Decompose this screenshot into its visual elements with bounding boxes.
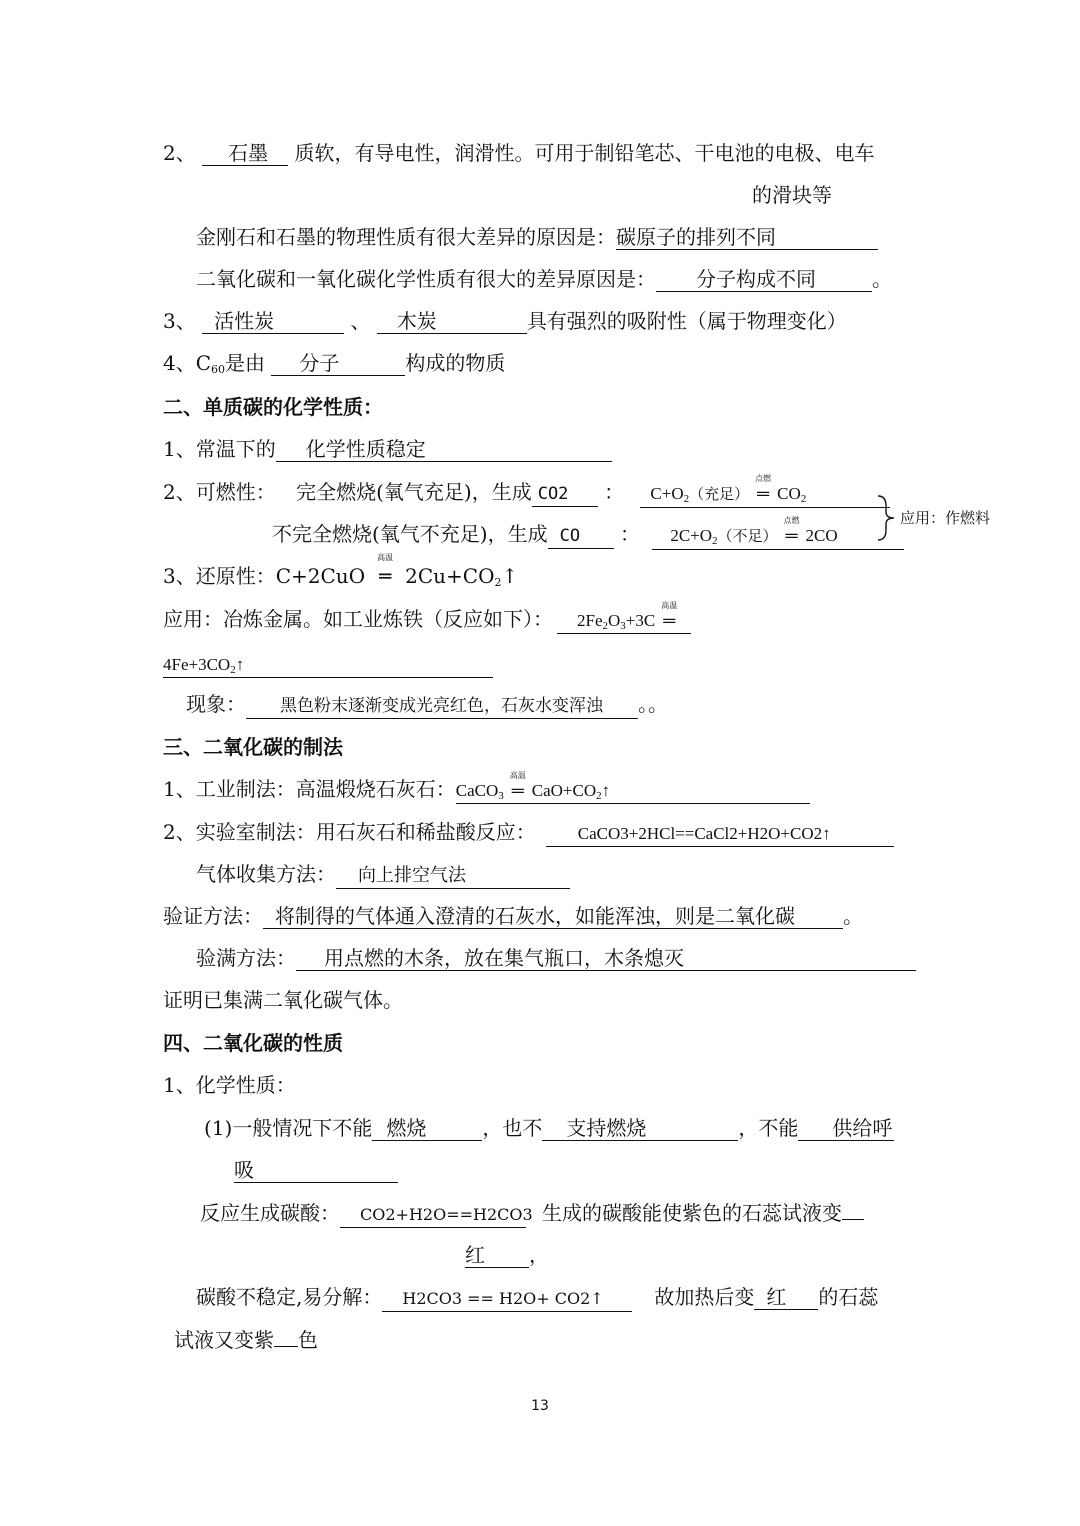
answer-blank-support-combustion: 支持燃烧	[542, 1116, 738, 1141]
question-text: 二氧化碳和一氧化碳化学性质有很大的差异原因是：	[196, 267, 656, 291]
litmus-red: 红 ，	[465, 1243, 549, 1267]
answer-blank-phenomenon: 黑色粉末逐渐变成光亮红色，石灰水变浑浊	[246, 694, 638, 719]
verification-method: 验证方法： 将制得的气体通入澄清的石灰水，如能浑浊，则是二氧化碳 。	[163, 904, 863, 928]
answer-blank-red-2: 红	[754, 1285, 818, 1310]
question-text: 金刚石和石墨的物理性质有很大差异的原因是：	[196, 225, 616, 249]
answer-blank-molecular-structure: 分子构成不同	[656, 267, 872, 292]
answer-blank-stable: 化学性质稳定	[276, 437, 612, 462]
litmus-purple: 试液又变紫 色	[174, 1328, 318, 1352]
equation-complete-combustion: $C+O_2$（充足） 点燃 ═ $CO_2$	[640, 482, 890, 508]
answer-blank-co2: CO2	[532, 482, 598, 507]
answer-blank-co: CO	[548, 524, 614, 549]
page-number: 13	[531, 1398, 549, 1414]
answer-blank-molecule: 分子	[271, 351, 405, 376]
equation-iron-smelting-part2: $4Fe+3CO_2↑$	[163, 648, 493, 678]
graphite-description: 质软，有导电性，润滑性。可用于制铅笔芯、干电池的电极、电车	[294, 141, 875, 165]
diamond-graphite-question	[196, 222, 878, 252]
application-note: 应用：作燃料	[900, 509, 991, 527]
item-1-chemical-properties: 1、化学性质：	[163, 1073, 296, 1097]
carbonic-acid-formation: 反应生成碳酸： CO2+H2O==H2CO3 生成的碳酸能使紫色的石蕊试液变	[200, 1198, 864, 1228]
item-number: 2、	[163, 141, 196, 165]
item-2-graphite	[163, 138, 874, 168]
item-3-adsorption: 3、 活性炭 、 木炭 具有强烈的吸附性（属于物理变化）	[163, 309, 847, 333]
answer-blank-burn: 燃烧	[372, 1116, 482, 1141]
answer-blank-activated-carbon: 活性炭	[202, 309, 344, 334]
combustion-incomplete: 不完全燃烧(氧气不充足)，生成 CO ： $2C+O_2$（不足） 点燃 ═ 2CO	[272, 519, 904, 550]
graphite-description-cont: 的滑块等	[752, 183, 832, 207]
equation-limestone-calcination: CaCO$_3$ 高温 ═ $CaO+CO_2↑$	[456, 779, 810, 804]
equation-iron-smelting-part1: $2Fe_2O_3+3C$ 高温 ═	[557, 609, 691, 634]
property-non-combustible-cont	[234, 1155, 398, 1185]
section-heading-carbon-chemical: 二、单质碳的化学性质：	[163, 395, 383, 419]
answer-blank-atom-arrangement: 碳原子的排列不同	[616, 225, 878, 250]
answer-blank-charcoal: 木炭	[377, 309, 527, 334]
phenomenon: 现象： 黑色粉末逐渐变成光亮红色，石灰水变浑浊 。。	[186, 689, 668, 719]
full-check-method: 验满方法： 用点燃的木条，放在集气瓶口，木条熄灭	[196, 943, 916, 973]
answer-blank-upward-air: 向上排空气法	[336, 864, 570, 889]
answer-blank-graphite: 石墨	[202, 141, 288, 166]
equation-incomplete-combustion: $2C+O_2$（不足） 点燃 ═ 2CO	[652, 524, 904, 550]
answer-blank-full-check: 用点燃的木条，放在集气瓶口，木条熄灭	[296, 946, 916, 971]
section-heading-co2-properties: 四、二氧化碳的性质	[163, 1031, 343, 1055]
answer-blank-respiration-cont: 吸	[234, 1158, 398, 1183]
brace-icon	[876, 494, 898, 542]
item-1-industrial-method: 1、工业制法：高温煅烧石灰石：CaCO$_3$ 高温 ═ $CaO+CO_2↑$	[163, 774, 810, 804]
application-iron-smelting: 应用：冶炼金属。如工业炼铁（反应如下）： $2Fe_2O_3+3C$ 高温 ═	[163, 604, 691, 634]
equation-carbonic-acid: CO2+H2O==H2CO3	[340, 1203, 526, 1228]
answer-blank-respiration: 供给呼	[798, 1116, 894, 1141]
item-3-reducibility: 3、还原性：C+2CuO 高温 ═ $2Cu+CO_2↑$	[163, 553, 519, 589]
item-2-combustion-complete: 2、可燃性： 完全燃烧(氧气充足)，生成 CO2 ： $C+O_2$（充足） 点燃 ═ $CO_2$	[163, 477, 890, 508]
full-check-conclusion: 证明已集满二氧化碳气体。	[163, 988, 403, 1012]
gas-collection-method: 气体收集方法： 向上排空气法	[196, 859, 570, 889]
equation-carbonic-decomposition: H2CO3 == H2O+ CO2↑	[382, 1287, 632, 1312]
property-non-combustible: (1)一般情况下不能 燃烧 ，也不 支持燃烧 ，不能 供给呼	[204, 1116, 893, 1140]
item-4-c60: 4、$C_{60}$是由 分子 构成的物质	[163, 351, 506, 376]
section-heading-co2-preparation: 三、二氧化碳的制法	[163, 735, 343, 759]
carbonic-acid-decomposition: 碳酸不稳定,易分解： H2CO3 == H2O+ CO2↑ 故加热后变 红 的石蕊	[196, 1282, 878, 1312]
item-2-lab-method: 2、实验室制法：用石灰石和稀盐酸反应： CaCO3+2HCl==CaCl2+H2O+CO2↑	[163, 817, 894, 847]
equation-lab-co2: CaCO3+2HCl==CaCl2+H2O+CO2↑	[546, 822, 894, 847]
answer-blank-red: 红	[465, 1243, 529, 1268]
item-1-stability: 1、常温下的 化学性质稳定	[163, 434, 612, 464]
answer-blank-verification: 将制得的气体通入澄清的石灰水，如能浑浊，则是二氧化碳	[263, 904, 843, 929]
co2-co-question: 二氧化碳和一氧化碳化学性质有很大的差异原因是： 分子构成不同 。	[196, 264, 892, 294]
